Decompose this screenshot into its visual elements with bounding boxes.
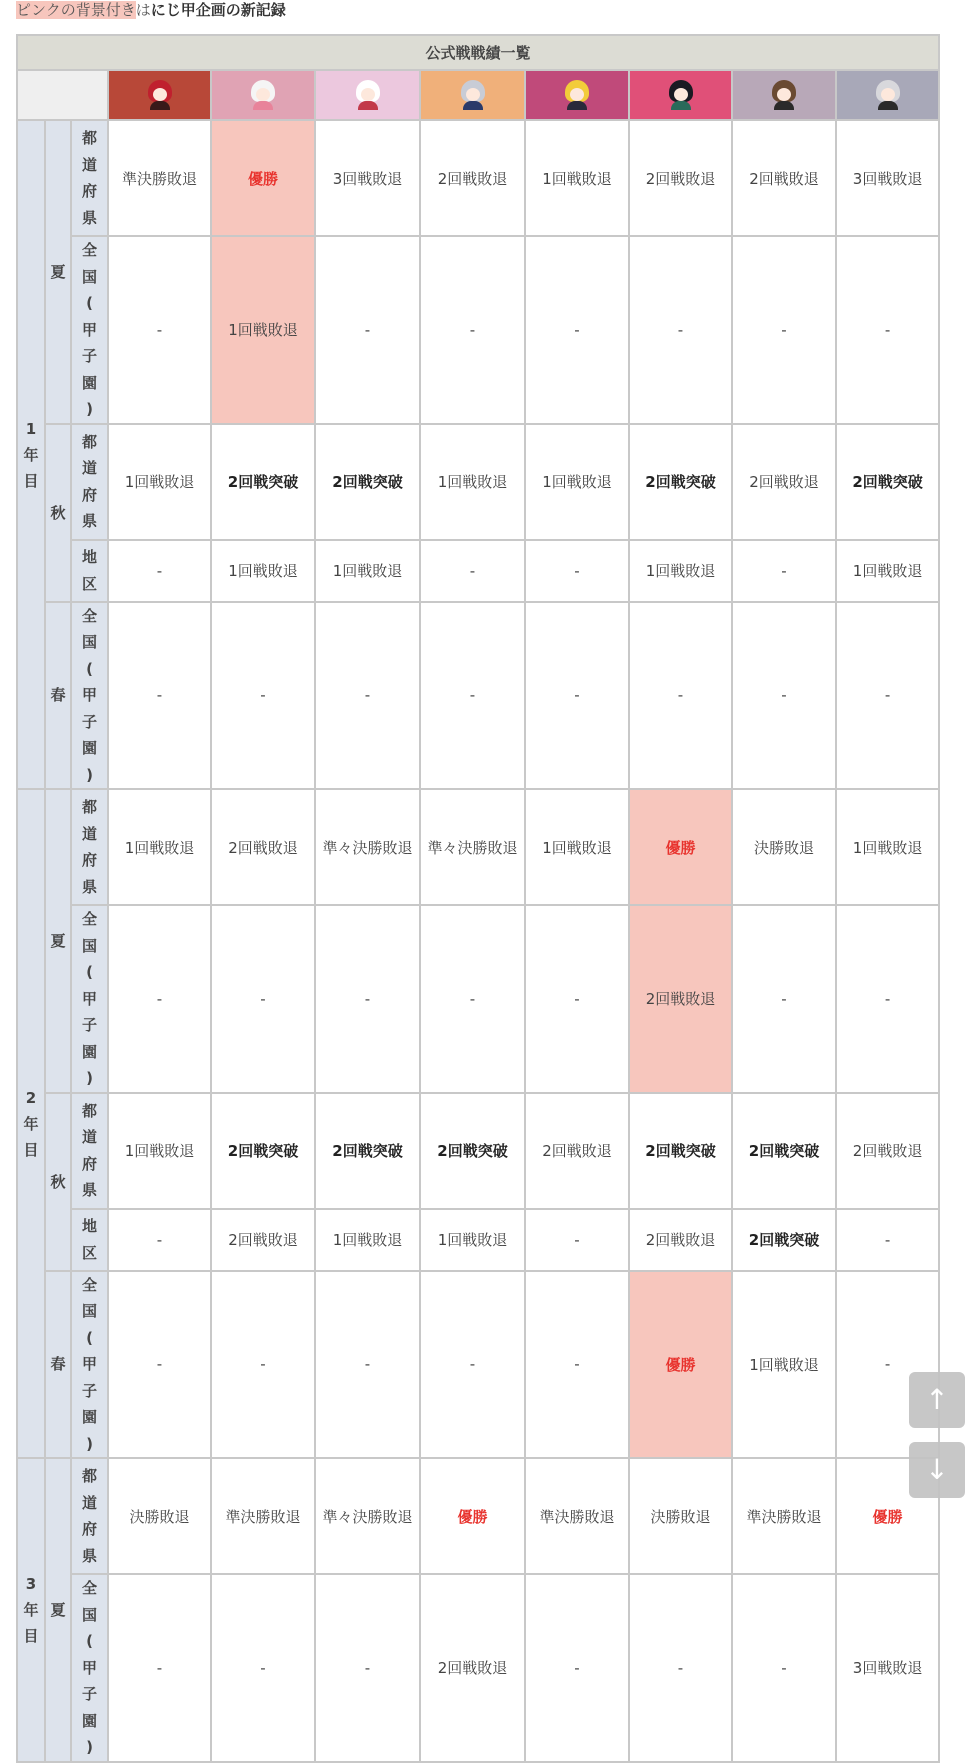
- tournament-label-text: 全 国 ( 甲 子 園 ): [81, 606, 97, 784]
- result-cell: [420, 120, 525, 236]
- result-cell: [836, 602, 939, 790]
- arrow-down-icon: ↓: [925, 1453, 949, 1486]
- result-text: 2回戦敗退: [852, 1142, 923, 1160]
- highlight-legend-note: [16, 0, 286, 22]
- result-cell: [836, 120, 939, 236]
- tournament-label: [71, 905, 108, 1093]
- result-text: -: [781, 320, 787, 339]
- result-text: 準々決勝敗退: [322, 838, 413, 857]
- result-text: 2回戦敗退: [542, 1142, 612, 1160]
- table-row: [17, 540, 939, 602]
- result-text: 1回戦敗退: [332, 562, 403, 580]
- result-cell: [315, 540, 420, 602]
- result-text: -: [574, 1355, 580, 1374]
- result-text: -: [781, 561, 787, 580]
- result-cell: [315, 1271, 420, 1459]
- table-row: [17, 120, 939, 236]
- result-text: 決勝敗退: [129, 1507, 190, 1526]
- result-cell: [315, 1093, 420, 1209]
- result-text: 優勝: [665, 838, 696, 857]
- player-avatar-cell: [732, 70, 836, 120]
- result-text: 1回戦敗退: [542, 169, 612, 188]
- result-cell: [525, 236, 629, 424]
- result-text: -: [156, 1658, 163, 1677]
- result-cell: [420, 602, 525, 790]
- season-label: [45, 789, 71, 1093]
- result-text: 2回戦敗退: [228, 838, 298, 857]
- result-cell: [211, 1093, 315, 1209]
- result-text: 準決勝敗退: [746, 1507, 822, 1526]
- result-text: 1回戦敗退: [542, 838, 612, 857]
- season-label-text: 夏: [50, 262, 66, 281]
- result-cell: [629, 1209, 732, 1271]
- result-text: 2回戦敗退: [749, 169, 819, 188]
- result-cell: [108, 1209, 211, 1271]
- year-label-text: 2 年 目: [23, 1088, 39, 1159]
- result-cell: [420, 1093, 525, 1209]
- table-row: [17, 1574, 939, 1762]
- result-text: -: [364, 989, 371, 1008]
- result-cell: [836, 540, 939, 602]
- tournament-label-text: 地 区: [81, 548, 97, 593]
- result-text: 2回戦突破: [748, 1231, 820, 1249]
- player-avatar-cell: [420, 70, 525, 120]
- result-cell: [211, 120, 315, 236]
- result-cell: [108, 424, 211, 540]
- result-cell: [420, 1458, 525, 1574]
- grey-hair-character-avatar: [875, 80, 901, 110]
- tournament-label-text: 都 道 府 県: [81, 432, 97, 530]
- result-text: -: [781, 686, 787, 705]
- result-text: 1回戦敗退: [228, 321, 298, 340]
- result-text: -: [260, 989, 266, 1008]
- result-cell: [211, 424, 315, 540]
- year-label-text: 3 年 目: [23, 1574, 39, 1645]
- result-text: 準決勝敗退: [121, 169, 197, 188]
- result-text: -: [884, 1230, 891, 1249]
- result-cell: [836, 1209, 939, 1271]
- result-text: -: [469, 320, 476, 339]
- result-cell: [629, 1458, 732, 1574]
- table-caption: 公式戦戦績一覧: [17, 35, 939, 70]
- result-text: -: [156, 561, 163, 580]
- player-avatar-cell: [108, 70, 211, 120]
- result-text: 2回戦突破: [332, 473, 403, 491]
- result-text: 2回戦突破: [748, 1142, 820, 1160]
- result-cell: [211, 236, 315, 424]
- result-cell: [525, 540, 629, 602]
- result-cell: [420, 540, 525, 602]
- result-text: -: [260, 686, 266, 705]
- result-cell: [629, 1093, 732, 1209]
- result-cell: [108, 602, 211, 790]
- result-cell: [525, 1458, 629, 1574]
- result-text: -: [156, 686, 163, 705]
- result-cell: [420, 424, 525, 540]
- result-text: -: [574, 989, 580, 1008]
- result-cell: [525, 905, 629, 1093]
- result-cell: [211, 540, 315, 602]
- result-text: 2回戦敗退: [437, 169, 508, 188]
- result-cell: [629, 1574, 732, 1762]
- result-cell: [211, 789, 315, 905]
- result-text: 2回戦突破: [852, 473, 923, 491]
- result-cell: [732, 789, 836, 905]
- tournament-label-text: 都 道 府 県: [81, 1101, 97, 1199]
- season-label-text: 春: [50, 686, 66, 705]
- result-cell: [525, 1271, 629, 1459]
- tournament-label-text: 都 道 府 県: [81, 129, 97, 227]
- season-label: [45, 424, 71, 602]
- result-cell: [732, 905, 836, 1093]
- silver-hair-character-avatar: [460, 80, 486, 110]
- result-text: 1回戦敗退: [124, 838, 195, 857]
- scroll-to-bottom-button[interactable]: [909, 1442, 965, 1498]
- tournament-label: [71, 1458, 108, 1574]
- tournament-label: [71, 424, 108, 540]
- result-text: 3回戦敗退: [852, 1659, 923, 1678]
- result-text: -: [469, 989, 476, 1008]
- tournament-label: [71, 789, 108, 905]
- table-row: [17, 1271, 939, 1459]
- red-hair-character-avatar: [147, 80, 173, 110]
- year-label: [17, 120, 45, 789]
- result-cell: [836, 236, 939, 424]
- result-text: -: [884, 989, 891, 1008]
- tournament-label: [71, 236, 108, 424]
- blonde-hair-character-avatar: [564, 80, 590, 110]
- result-text: -: [156, 320, 163, 339]
- season-label-text: 春: [50, 1355, 66, 1374]
- result-text: -: [156, 989, 163, 1008]
- result-cell: [525, 1574, 629, 1762]
- result-cell: [525, 789, 629, 905]
- tournament-label-text: 全 国 ( 甲 子 園 ): [81, 241, 97, 418]
- result-cell: [525, 1209, 629, 1271]
- player-avatar-cell: [836, 70, 939, 120]
- result-text: -: [781, 1658, 787, 1677]
- result-cell: [525, 424, 629, 540]
- result-cell: [315, 120, 420, 236]
- table-row: [17, 602, 939, 790]
- tournament-label: [71, 1209, 108, 1271]
- result-text: 2回戦敗退: [645, 169, 716, 188]
- result-cell: [108, 1271, 211, 1459]
- result-text: -: [574, 1658, 580, 1677]
- result-text: 準々決勝敗退: [322, 1507, 413, 1526]
- season-label: [45, 602, 71, 790]
- result-text: 優勝: [872, 1507, 903, 1526]
- result-text: 2回戦突破: [227, 473, 299, 491]
- pink-hair-panda-hood-character-avatar: [250, 80, 276, 110]
- results-body: [17, 120, 939, 1762]
- table-row: [17, 789, 939, 905]
- result-text: 2回戦突破: [645, 1142, 716, 1160]
- year-label-text: 1 年 目: [23, 419, 39, 490]
- result-text: 2回戦敗退: [749, 473, 819, 491]
- result-text: 準決勝敗退: [539, 1507, 615, 1526]
- result-text: 準決勝敗退: [225, 1507, 301, 1526]
- tournament-label: [71, 540, 108, 602]
- result-text: 1回戦敗退: [852, 838, 923, 857]
- result-text: -: [884, 686, 891, 705]
- result-cell: [525, 120, 629, 236]
- result-cell: [211, 1574, 315, 1762]
- table-row: [17, 236, 939, 424]
- tournament-label: [71, 1271, 108, 1459]
- result-cell: [420, 789, 525, 905]
- result-cell: [629, 120, 732, 236]
- table-row: [17, 424, 939, 540]
- result-cell: [629, 540, 732, 602]
- result-text: -: [574, 686, 580, 705]
- result-text: 準々決勝敗退: [427, 838, 518, 857]
- result-cell: [732, 540, 836, 602]
- result-cell: [211, 905, 315, 1093]
- result-cell: [629, 424, 732, 540]
- result-text: -: [469, 1355, 476, 1374]
- result-text: 1回戦敗退: [332, 1231, 403, 1249]
- result-cell: [629, 905, 732, 1093]
- tournament-label-text: 全 国 ( 甲 子 園 ): [81, 1275, 97, 1453]
- result-cell: [629, 236, 732, 424]
- result-cell: [108, 1458, 211, 1574]
- result-text: -: [469, 686, 476, 705]
- tournament-label: [71, 602, 108, 790]
- player-avatar-cell: [525, 70, 629, 120]
- result-text: 1回戦敗退: [437, 1231, 508, 1249]
- result-cell: [836, 424, 939, 540]
- result-text: 決勝敗退: [650, 1507, 711, 1526]
- result-cell: [211, 602, 315, 790]
- result-text: -: [364, 1658, 371, 1677]
- arrow-up-icon: ↑: [925, 1383, 949, 1416]
- result-cell: [420, 236, 525, 424]
- result-text: 2回戦突破: [227, 1142, 299, 1160]
- result-cell: [315, 424, 420, 540]
- result-text: 1回戦敗退: [852, 562, 923, 580]
- result-text: 1回戦敗退: [749, 1355, 819, 1374]
- result-text: 優勝: [247, 169, 278, 188]
- result-cell: [732, 602, 836, 790]
- result-text: 2回戦突破: [645, 473, 716, 491]
- result-cell: [108, 1093, 211, 1209]
- result-text: 2回戦敗退: [645, 1231, 716, 1249]
- result-text: 1回戦敗退: [542, 473, 612, 491]
- result-text: -: [574, 320, 580, 339]
- season-label-text: 夏: [50, 931, 66, 950]
- result-cell: [732, 120, 836, 236]
- result-text: 2回戦敗退: [228, 1231, 298, 1249]
- result-cell: [629, 602, 732, 790]
- result-text: 2回戦突破: [332, 1142, 403, 1160]
- result-cell: [211, 1458, 315, 1574]
- table-row: [17, 1209, 939, 1271]
- player-avatar-cell: [211, 70, 315, 120]
- result-text: 1回戦敗退: [228, 562, 298, 580]
- season-label: [45, 1458, 71, 1762]
- result-text: 2回戦突破: [437, 1142, 508, 1160]
- tournament-label-text: 全 国 ( 甲 子 園 ): [81, 910, 97, 1087]
- season-label: [45, 1271, 71, 1459]
- result-text: -: [884, 320, 891, 339]
- result-cell: [315, 602, 420, 790]
- table-row: [17, 905, 939, 1093]
- header-corner: [17, 70, 108, 120]
- pink-background-sample: ピンクの背景付き: [16, 1, 136, 19]
- season-label: [45, 1093, 71, 1271]
- result-cell: [315, 905, 420, 1093]
- result-cell: [629, 1271, 732, 1459]
- season-label: [45, 120, 71, 424]
- result-text: 1回戦敗退: [437, 473, 508, 491]
- result-cell: [420, 1271, 525, 1459]
- result-text: -: [677, 686, 684, 705]
- result-cell: [420, 905, 525, 1093]
- result-text: -: [156, 1230, 163, 1249]
- result-cell: [108, 120, 211, 236]
- result-text: -: [781, 989, 787, 1008]
- season-label-text: 秋: [50, 503, 66, 522]
- tournament-label: [71, 1093, 108, 1209]
- result-cell: [315, 1574, 420, 1762]
- result-text: 決勝敗退: [753, 838, 814, 857]
- tournament-label-text: 都 道 府 県: [81, 798, 97, 896]
- result-cell: [108, 540, 211, 602]
- result-cell: [836, 1093, 939, 1209]
- season-label-text: 夏: [50, 1600, 66, 1619]
- result-text: -: [260, 1355, 266, 1374]
- year-label: [17, 789, 45, 1458]
- official-results-table: [16, 34, 940, 1763]
- result-text: 1回戦敗退: [124, 473, 195, 491]
- result-cell: [836, 1271, 939, 1459]
- result-cell: [732, 236, 836, 424]
- brown-hair-character-avatar: [771, 80, 797, 110]
- result-cell: [108, 905, 211, 1093]
- result-cell: [315, 1209, 420, 1271]
- result-cell: [732, 1458, 836, 1574]
- result-cell: [108, 789, 211, 905]
- result-cell: [629, 789, 732, 905]
- season-label-text: 秋: [50, 1172, 66, 1191]
- result-cell: [732, 1574, 836, 1762]
- result-cell: [732, 1271, 836, 1459]
- tournament-label-text: 全 国 ( 甲 子 園 ): [81, 1579, 97, 1756]
- result-text: 1回戦敗退: [124, 1142, 195, 1160]
- result-text: -: [574, 561, 580, 580]
- result-text: -: [364, 1355, 371, 1374]
- result-cell: [732, 1093, 836, 1209]
- result-cell: [211, 1209, 315, 1271]
- table-row: [17, 1093, 939, 1209]
- result-cell: [315, 1458, 420, 1574]
- result-cell: [836, 1574, 939, 1762]
- result-text: -: [469, 561, 476, 580]
- tournament-label: [71, 120, 108, 236]
- tournament-label-text: 都 道 府 県: [81, 1467, 97, 1565]
- result-cell: [108, 1574, 211, 1762]
- note-record-text: にじ甲企画の新記録: [150, 1, 286, 19]
- result-text: 3回戦敗退: [852, 169, 923, 188]
- result-cell: [525, 1093, 629, 1209]
- result-text: -: [364, 320, 371, 339]
- result-text: -: [677, 320, 684, 339]
- result-text: 3回戦敗退: [332, 169, 403, 188]
- player-header-row: [17, 70, 939, 120]
- result-text: -: [574, 1230, 580, 1249]
- result-cell: [732, 1209, 836, 1271]
- table-row: [17, 1458, 939, 1574]
- result-text: 2回戦敗退: [437, 1659, 508, 1678]
- result-text: -: [156, 1355, 163, 1374]
- scroll-to-top-button[interactable]: [909, 1372, 965, 1428]
- result-text: 優勝: [457, 1507, 488, 1526]
- result-text: 2回戦敗退: [645, 990, 716, 1009]
- note-connector: は: [135, 1, 151, 19]
- player-avatar-cell: [629, 70, 732, 120]
- result-cell: [732, 424, 836, 540]
- result-cell: [315, 789, 420, 905]
- result-text: -: [260, 1658, 266, 1677]
- result-cell: [108, 236, 211, 424]
- result-cell: [836, 905, 939, 1093]
- year-label: [17, 1458, 45, 1762]
- black-hair-character-avatar: [668, 80, 694, 110]
- result-cell: [420, 1574, 525, 1762]
- result-text: -: [364, 686, 371, 705]
- result-cell: [836, 789, 939, 905]
- result-text: 優勝: [665, 1355, 696, 1374]
- white-hair-character-avatar: [355, 80, 381, 110]
- tournament-label: [71, 1574, 108, 1762]
- result-text: 1回戦敗退: [645, 562, 716, 580]
- result-cell: [525, 602, 629, 790]
- result-cell: [420, 1209, 525, 1271]
- result-text: -: [884, 1355, 891, 1374]
- result-text: -: [677, 1658, 684, 1677]
- result-cell: [211, 1271, 315, 1459]
- result-cell: [315, 236, 420, 424]
- tournament-label-text: 地 区: [81, 1217, 97, 1262]
- player-avatar-cell: [315, 70, 420, 120]
